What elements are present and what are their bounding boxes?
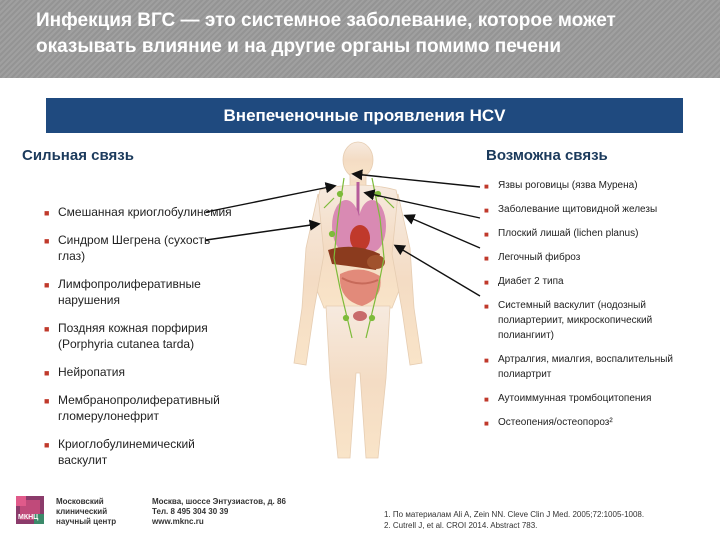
list-item: ■ Лимфопролиферативные нарушения (44, 277, 201, 307)
reference-item: 2. Cutrell J, et al. CROI 2014. Abstract 783. (384, 521, 538, 530)
bullet-icon: ■ (44, 368, 50, 378)
website-link[interactable]: www.mknc.ru (152, 517, 204, 526)
clinic-address (152, 497, 286, 527)
bullet-icon: ■ (484, 419, 489, 428)
list-item: ■ Нейропатия (44, 365, 125, 379)
bullet-icon: ■ (484, 230, 489, 239)
bullet-icon: ■ (44, 280, 50, 290)
phone-line: Тел. 8 495 304 30 39 (152, 507, 229, 516)
list-item: ■ Смешанная криоглобулинемия (44, 205, 232, 219)
bullet-icon: ■ (484, 395, 489, 404)
list-item: ■ Артралгия, миалгия, воспалительный полиартрит (484, 354, 674, 380)
reference-item: 1. По материалам Ali A, Zein NN. Cleve Clin J Med. 2005;72:1005-1008. (384, 510, 645, 519)
strong-link-heading: Сильная связь (22, 147, 134, 164)
bullet-icon: ■ (44, 208, 50, 218)
slide-title: Инфекция ВГС — это системное заболевание, которое может оказывать влияние и на другие органы помимо печени (36, 10, 616, 57)
list-item: ■ Криоглобулинемический васкулит (44, 437, 195, 467)
bullet-icon: ■ (44, 396, 50, 406)
address-line: Москва, шоссе Энтузиастов, д. 86 (152, 497, 286, 506)
list-item: ■ Плоский лишай (lichen planus) (484, 226, 684, 241)
bullet-icon: ■ (44, 324, 50, 334)
section-banner: Внепеченочные проявления HCV (46, 98, 683, 133)
possible-link-list (484, 178, 684, 439)
human-body-illustration (280, 138, 440, 478)
bullet-icon: ■ (484, 356, 489, 365)
logo-mark-text: МКНЦ (18, 514, 39, 521)
list-item: ■ Язвы роговицы (язва Мурена) (484, 178, 684, 193)
list-item: ■ Легочный фиброз (484, 250, 684, 265)
references (384, 509, 644, 531)
bullet-icon: ■ (484, 182, 489, 191)
header-bar (0, 0, 720, 78)
list-item: ■ Аутоиммунная тромбоцитопения (484, 391, 684, 406)
bullet-icon: ■ (44, 236, 50, 246)
bullet-icon: ■ (484, 206, 489, 215)
list-item: ■ Синдром Шегрена (сухость глаз) (44, 233, 211, 263)
list-item: ■ Поздняя кожная порфирия (Porphyria cutanea tarda) (44, 321, 208, 351)
bullet-icon: ■ (484, 302, 489, 311)
list-item: ■ Мембранопролиферативный гломерулонефрит (44, 393, 220, 423)
bullet-icon: ■ (484, 254, 489, 263)
clinic-name: Московский клинический научный центр (56, 497, 117, 526)
possible-link-heading: Возможна связь (486, 147, 608, 164)
list-item: ■ Остеопения/остеопороз² (484, 415, 684, 430)
list-item: ■ Диабет 2 типа (484, 274, 684, 289)
list-item: ■ Заболевание щитовидной железы (484, 202, 684, 217)
strong-link-list (44, 204, 234, 480)
bullet-icon: ■ (484, 278, 489, 287)
list-item: ■ Системный васкулит (нодозный полиартериит, микроскопический полиангиит) (484, 300, 653, 341)
clinic-logo-icon (12, 492, 48, 528)
bullet-icon: ■ (44, 440, 50, 450)
